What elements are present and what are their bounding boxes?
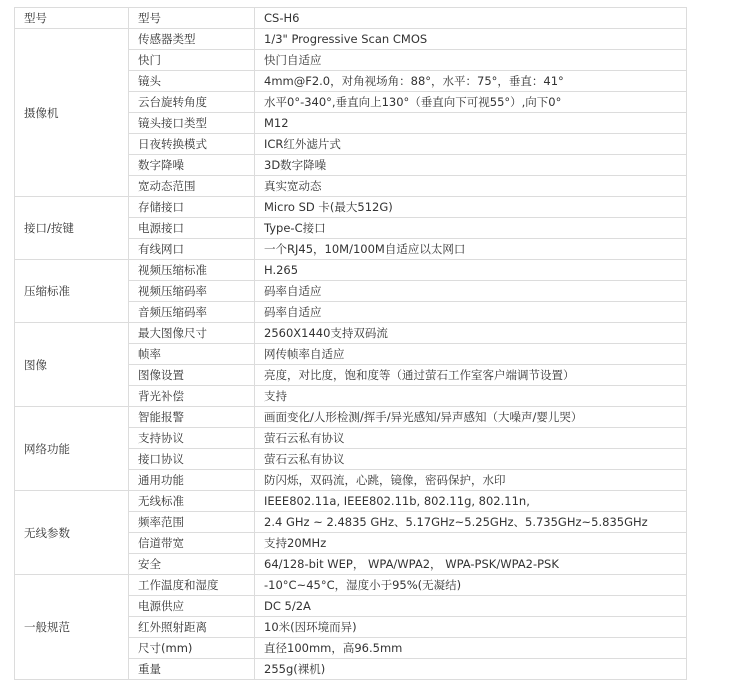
category-cell: 一般规范 (15, 575, 129, 680)
spec-label-cell: 背光补偿 (129, 386, 255, 407)
category-cell: 接口/按键 (15, 197, 129, 260)
spec-value-cell: DC 5/2A (255, 596, 687, 617)
spec-value-cell: 3D数字降噪 (255, 155, 687, 176)
spec-label-cell: 通用功能 (129, 470, 255, 491)
spec-label-cell: 无线标准 (129, 491, 255, 512)
spec-value-cell: ICR红外滤片式 (255, 134, 687, 155)
spec-value-cell: Micro SD 卡(最大512G) (255, 197, 687, 218)
spec-label-cell: 信道带宽 (129, 533, 255, 554)
spec-label-cell: 红外照射距离 (129, 617, 255, 638)
spec-value-cell: 真实宽动态 (255, 176, 687, 197)
spec-label-cell: 安全 (129, 554, 255, 575)
header-label-cell: 型号 (129, 8, 255, 29)
spec-label-cell: 镜头 (129, 71, 255, 92)
table-row (15, 323, 687, 344)
spec-label-cell: 最大图像尺寸 (129, 323, 255, 344)
spec-value-cell: 64/128-bit WEP， WPA/WPA2， WPA-PSK/WPA2-PSK (255, 554, 687, 575)
spec-label-cell: 重量 (129, 659, 255, 680)
spec-label-cell: 音频压缩码率 (129, 302, 255, 323)
spec-value-cell: 网传帧率自适应 (255, 344, 687, 365)
table-row (15, 29, 687, 50)
spec-label-cell: 日夜转换模式 (129, 134, 255, 155)
spec-label-cell: 电源接口 (129, 218, 255, 239)
spec-value-cell: M12 (255, 113, 687, 134)
spec-label-cell: 数字降噪 (129, 155, 255, 176)
spec-label-cell: 视频压缩标准 (129, 260, 255, 281)
spec-label-cell: 支持协议 (129, 428, 255, 449)
spec-table (14, 7, 687, 680)
spec-label-cell: 快门 (129, 50, 255, 71)
spec-value-cell: 直径100mm，高96.5mm (255, 638, 687, 659)
header-value-cell: CS-H6 (255, 8, 687, 29)
spec-label-cell: 宽动态范围 (129, 176, 255, 197)
spec-value-cell: -10°C~45°C，湿度小于95%(无凝结) (255, 575, 687, 596)
table-row (15, 197, 687, 218)
spec-value-cell: 一个RJ45，10M/100M自适应以太网口 (255, 239, 687, 260)
spec-label-cell: 帧率 (129, 344, 255, 365)
spec-value-cell: 2.4 GHz ~ 2.4835 GHz、5.17GHz~5.25GHz、5.735GHz~5.835GHz (255, 512, 687, 533)
category-cell: 摄像机 (15, 29, 129, 197)
spec-label-cell: 有线网口 (129, 239, 255, 260)
table-header-row (15, 8, 687, 29)
spec-value-cell: 防闪烁，双码流，心跳，镜像，密码保护，水印 (255, 470, 687, 491)
spec-value-cell: 码率自适应 (255, 281, 687, 302)
table-row (15, 407, 687, 428)
spec-label-cell: 电源供应 (129, 596, 255, 617)
header-category-cell: 型号 (15, 8, 129, 29)
spec-value-cell: 1/3" Progressive Scan CMOS (255, 29, 687, 50)
spec-table-body (15, 8, 687, 680)
category-cell: 无线参数 (15, 491, 129, 575)
spec-label-cell: 智能报警 (129, 407, 255, 428)
table-row (15, 575, 687, 596)
spec-label-cell: 镜头接口类型 (129, 113, 255, 134)
spec-value-cell: 255g(裸机) (255, 659, 687, 680)
spec-value-cell: Type-C接口 (255, 218, 687, 239)
category-cell: 网络功能 (15, 407, 129, 491)
spec-value-cell: 支持20MHz (255, 533, 687, 554)
spec-value-cell: 10米(因环境而异) (255, 617, 687, 638)
spec-value-cell: 萤石云私有协议 (255, 449, 687, 470)
spec-label-cell: 传感器类型 (129, 29, 255, 50)
spec-value-cell: 码率自适应 (255, 302, 687, 323)
spec-value-cell: 画面变化/人形检测/挥手/异光感知/异声感知（大噪声/婴儿哭） (255, 407, 687, 428)
spec-label-cell: 视频压缩码率 (129, 281, 255, 302)
category-cell: 压缩标准 (15, 260, 129, 323)
spec-label-cell: 接口协议 (129, 449, 255, 470)
spec-label-cell: 存储接口 (129, 197, 255, 218)
spec-value-cell: H.265 (255, 260, 687, 281)
spec-value-cell: 快门自适应 (255, 50, 687, 71)
spec-value-cell: 水平0°-340°,垂直向上130°（垂直向下可视55°）,向下0° (255, 92, 687, 113)
category-cell: 图像 (15, 323, 129, 407)
spec-value-cell: 4mm@F2.0，对角视场角：88°，水平：75°，垂直：41° (255, 71, 687, 92)
spec-label-cell: 频率范围 (129, 512, 255, 533)
spec-value-cell: 支持 (255, 386, 687, 407)
spec-value-cell: IEEE802.11a, IEEE802.11b, 802.11g, 802.11n, (255, 491, 687, 512)
spec-label-cell: 工作温度和湿度 (129, 575, 255, 596)
spec-value-cell: 萤石云私有协议 (255, 428, 687, 449)
table-row (15, 260, 687, 281)
spec-value-cell: 2560X1440支持双码流 (255, 323, 687, 344)
table-row (15, 491, 687, 512)
spec-label-cell: 图像设置 (129, 365, 255, 386)
spec-label-cell: 云台旋转角度 (129, 92, 255, 113)
spec-value-cell: 亮度，对比度，饱和度等（通过萤石工作室客户端调节设置） (255, 365, 687, 386)
spec-label-cell: 尺寸(mm) (129, 638, 255, 659)
